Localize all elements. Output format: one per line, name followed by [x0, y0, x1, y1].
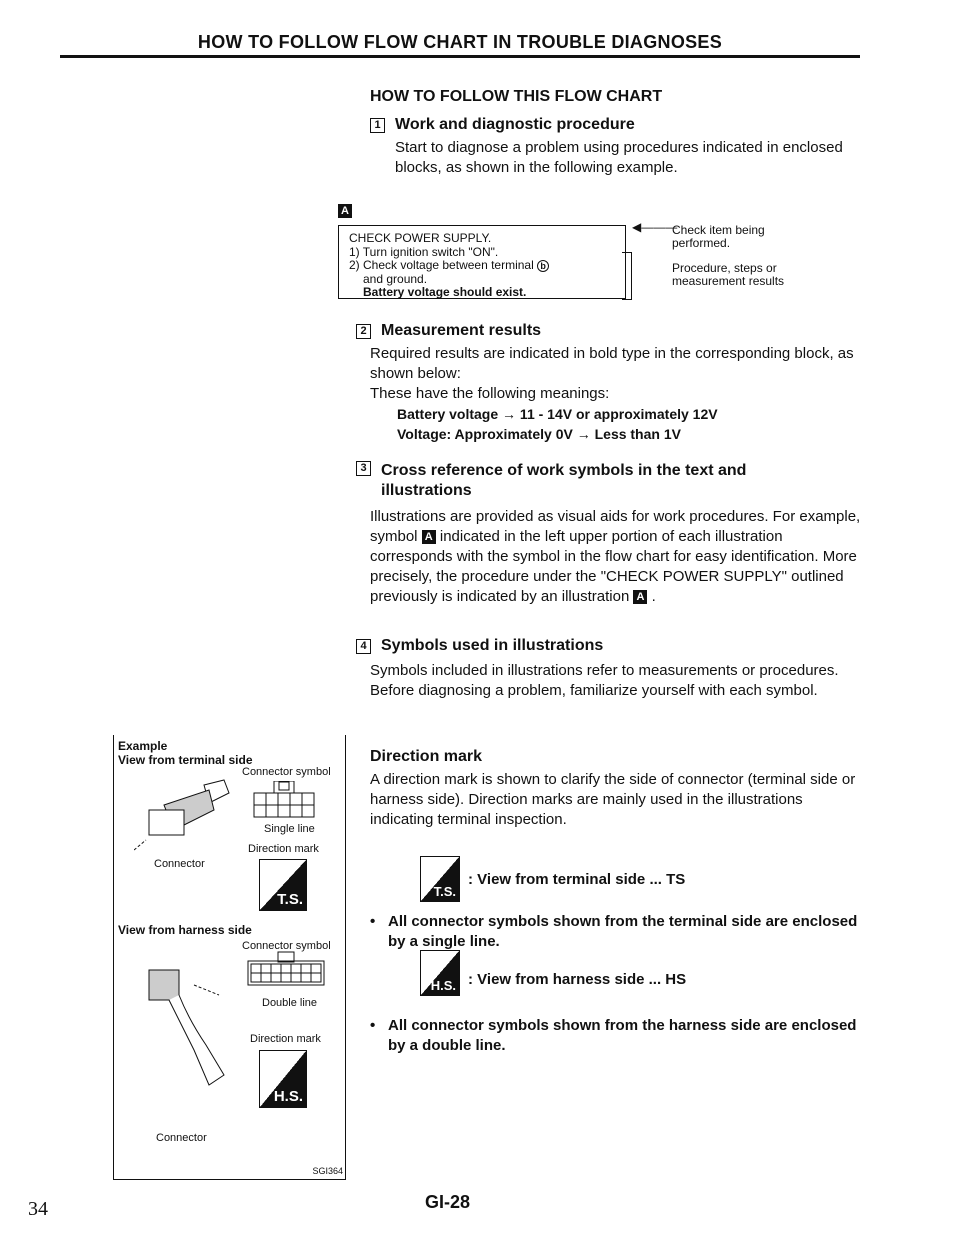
- double-line-connector-symbol-icon: [246, 951, 326, 987]
- example-line: CHECK POWER SUPPLY.: [349, 231, 492, 245]
- ts-bullet: • All connector symbols shown from the terminal side are enclosed by a single line.: [370, 913, 858, 950]
- single-line-connector-symbol-icon: [252, 781, 316, 819]
- section-title: Direction mark: [370, 748, 483, 765]
- example-figure: [113, 735, 346, 1180]
- section-body: Symbols included in illustrations refer to measurements or procedures. Before diagnosing a problem, familiarize yourself with each symbol.: [370, 662, 839, 699]
- meaning-line: Battery voltage → 11 - 14V or approximately 12V: [397, 406, 718, 422]
- ts-label: : View from terminal side ... TS: [468, 871, 686, 888]
- example-line: 2) Check voltage between terminal: [349, 258, 534, 272]
- annotation-procedure: Procedure, steps or measurement results: [672, 261, 785, 288]
- figure-label: Connector symbol: [242, 766, 331, 778]
- section-body: These have the following meanings:: [370, 385, 610, 402]
- example-block: [338, 225, 626, 299]
- bullet-text: All connector symbols shown from the harness side are enclosed by a double line.: [388, 1017, 857, 1054]
- arrow-left-icon: ◀———: [632, 220, 678, 234]
- hs-label: : View from harness side ... HS: [468, 971, 687, 988]
- figure-label: Direction mark: [250, 1033, 321, 1045]
- figure-code: SGI364: [312, 1166, 343, 1176]
- section-body: Start to diagnose a problem using procedures indicated in enclosed blocks, as shown in the following example.: [395, 139, 843, 176]
- section-heading: HOW TO FOLLOW THIS FLOW CHART: [370, 88, 663, 105]
- figure-label: Connector symbol: [242, 940, 331, 952]
- section-2: [356, 322, 861, 444]
- section-number: 3: [356, 461, 371, 476]
- section-3: [356, 461, 861, 607]
- section-number: 2: [356, 324, 371, 339]
- figure-label: View from harness side: [118, 923, 252, 937]
- terminal-b-icon: b: [537, 260, 549, 272]
- ts-direction-mark-icon: T.S.: [420, 856, 460, 902]
- section-body: indicated in the left upper portion of each illustration corresponds with the symbol in the flow chart for easy identification. More precisely, the procedure under the "CHECK POWER SUPPLY" outlined previously is indicated by an illustration: [370, 528, 857, 605]
- page-number: 34: [28, 1198, 48, 1220]
- harness-drawing-icon: [134, 950, 234, 1090]
- title-rule: [60, 55, 860, 58]
- hs-direction-mark-icon: H.S.: [259, 1050, 307, 1108]
- section-body: Illustrations are provided as visual aids for work procedures. For example, symbol: [370, 508, 861, 545]
- ts-direction-mark-icon: T.S.: [259, 859, 307, 911]
- figure-label: Example: [118, 739, 168, 753]
- section-body: Required results are indicated in bold type in the corresponding block, as shown below:: [370, 345, 854, 382]
- section-title: Symbols used in illustrations: [381, 637, 604, 654]
- symbol-a-icon: A: [338, 204, 352, 218]
- example-line: 1) Turn ignition switch "ON".: [349, 244, 499, 259]
- symbol-a-icon: A: [633, 590, 647, 604]
- meaning-line: Voltage: Approximately 0V → Less than 1V: [397, 426, 681, 442]
- hs-bullet: • All connector symbols shown from the harness side are enclosed by a double line.: [370, 1017, 857, 1054]
- section-1: [370, 116, 865, 178]
- section-title: Cross reference of work symbols in the text and illustrations: [381, 462, 747, 499]
- section-body: .: [651, 588, 656, 605]
- example-line: and ground.: [363, 271, 428, 286]
- section-number: 4: [356, 639, 371, 654]
- figure-label: View from terminal side: [118, 753, 253, 767]
- section-number: 1: [370, 118, 385, 133]
- section-4: [356, 637, 861, 701]
- figure-label: Direction mark: [248, 843, 319, 855]
- connector-drawing-icon: [134, 775, 234, 855]
- symbol-a-icon: A: [422, 530, 436, 544]
- figure-label: Single line: [264, 823, 315, 835]
- figure-label: Double line: [262, 997, 318, 1009]
- section-title: Work and diagnostic procedure: [395, 116, 635, 133]
- section-body: A direction mark is shown to clarify the side of connector (terminal side or harness side). Direction marks are mainly used in the illustrations indicating terminal inspection.: [370, 771, 856, 828]
- annotation-check-item: [632, 220, 812, 250]
- section-title: Measurement results: [381, 322, 542, 339]
- figure-label: Connector: [154, 858, 205, 870]
- direction-mark-section: [370, 748, 860, 830]
- figure-label: Connector: [156, 1132, 207, 1144]
- bracket-icon: [622, 252, 632, 300]
- page-title: HOW TO FOLLOW FLOW CHART IN TROUBLE DIAGNOSES: [197, 32, 723, 52]
- example-line: Battery voltage should exist.: [363, 285, 527, 299]
- page-code: GI-28: [425, 1192, 471, 1212]
- bullet-text: All connector symbols shown from the terminal side are enclosed by a single line.: [388, 913, 858, 950]
- annotation-text: Check item being performed.: [672, 223, 765, 250]
- hs-direction-mark-icon: H.S.: [420, 950, 460, 996]
